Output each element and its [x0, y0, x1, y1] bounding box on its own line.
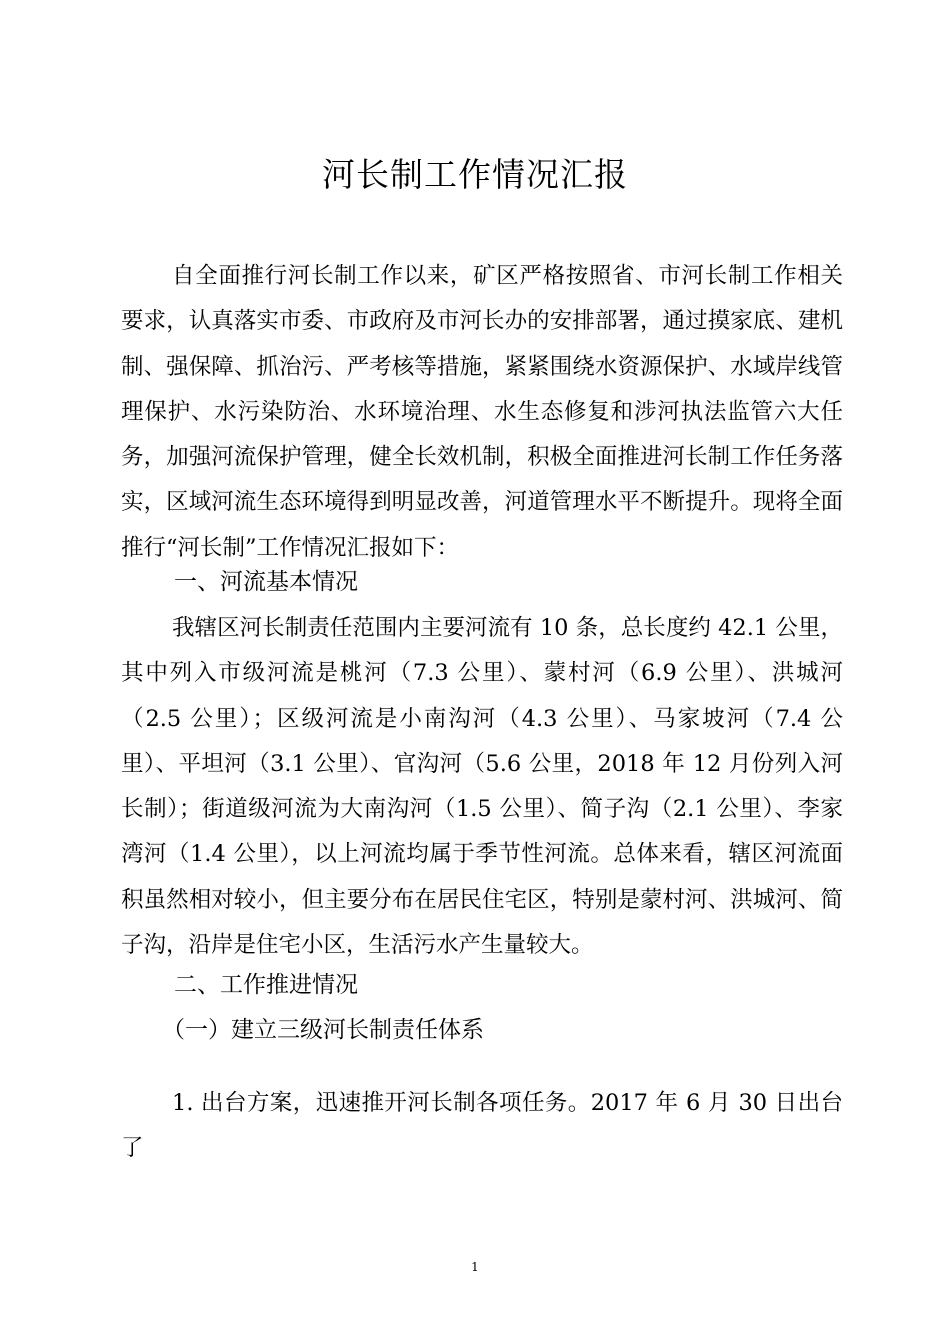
section-heading-work-progress: 二、工作推进情况 — [174, 972, 358, 998]
river-basics-paragraph: 我辖区河长制责任范围内主要河流有 10 条，总长度约 42.1 公里，其中列入市级河流是桃河（7.3 公里）、蒙村河（6.9 公里）、洪城河（2.5 公里）；区级河流是小南沟河（4.3 公里）、马家坡河（7.4 公里）、平坦河（3.1 公里）、官沟河（5.6 公里，2018 年 12 月份列入河长制）；街道级河流为大南沟河（1.5 公里）、简子沟（2.1 公里）、李家湾河（1.4 公里），以上河流均属于季节性河流。总体来看，辖区河流面积虽然相对较小，但主要分布在居民住宅区，特别是蒙村河、洪城河、简子沟，沿岸是住宅小区，生活污水产生量较大。 — [121, 615, 843, 959]
intro-paragraph: 自全面推行河长制工作以来，矿区严格按照省、市河长制工作相关要求，认真落实市委、市政府及市河长办的安排部署，通过摸家底、建机制、强保障、抓治污、严考核等措施，紧紧围绕水资源保护、水域岸线管理保护、水污染防治、水环境治理、水生态修复和涉河执法监管六大任务，加强河流保护管理，健全长效机制，积极全面推进河长制工作任务落实，区域河流生态环境得到明显改善，河道管理水平不断提升。现将全面推行“河长制”工作情况汇报如下： — [121, 263, 843, 561]
section-heading-river-basics: 一、河流基本情况 — [174, 569, 358, 595]
subsection-heading-responsibility-system: （一）建立三级河长制责任体系 — [162, 1017, 484, 1043]
item-paragraph-1: 1. 出台方案，迅速推开河长制各项任务。2017 年 6 月 30 日出台了 — [121, 1090, 843, 1162]
page-number: 1 — [471, 1260, 479, 1274]
document-title: 河长制工作情况汇报 — [322, 155, 628, 194]
